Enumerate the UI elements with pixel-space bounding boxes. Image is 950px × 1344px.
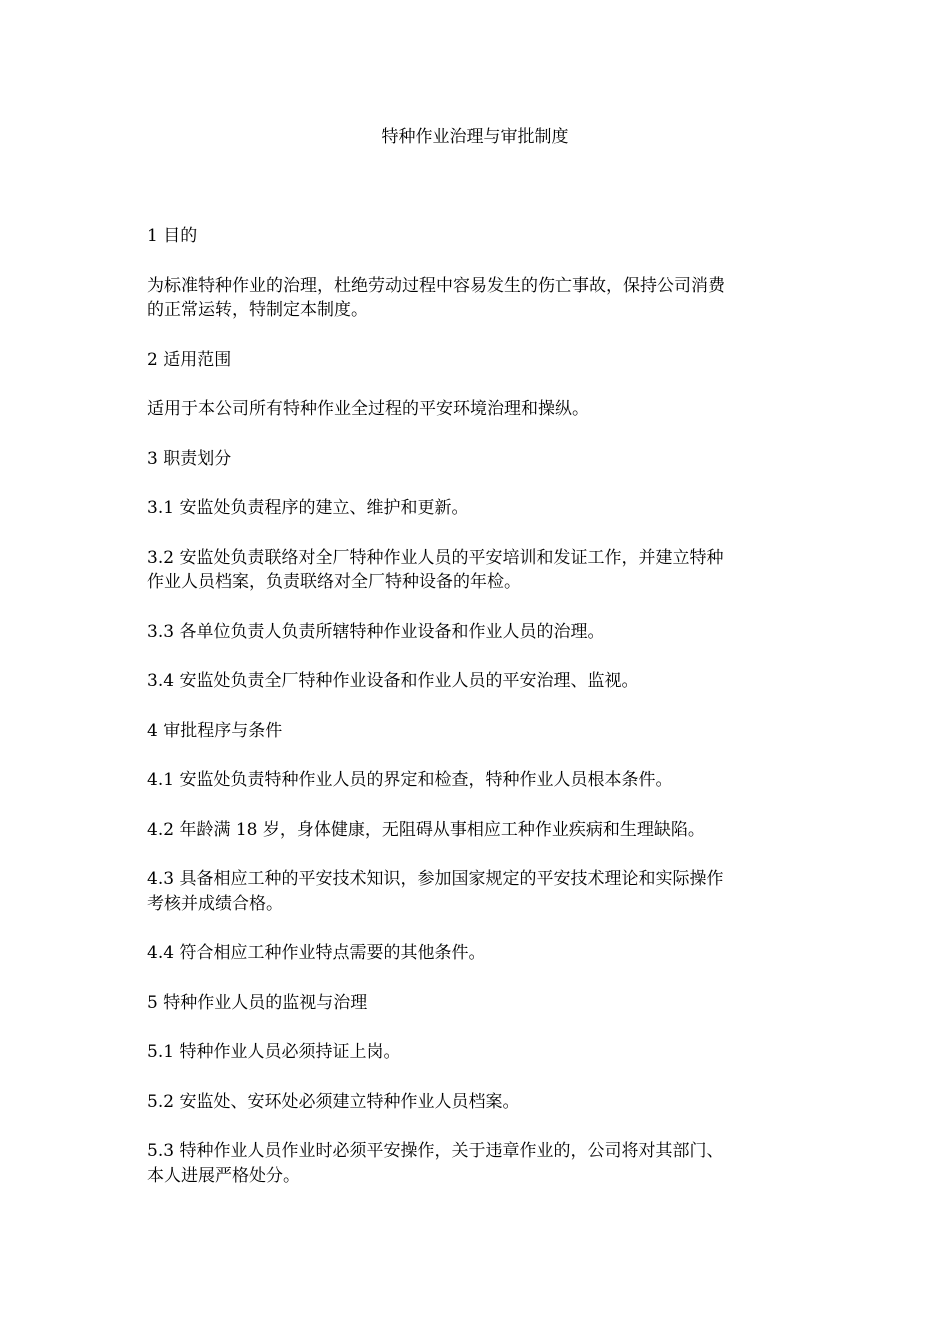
document-paragraph xyxy=(147,867,807,916)
paragraph-line: 3 职责划分 xyxy=(147,448,232,469)
document-paragraph xyxy=(147,546,807,595)
paragraph-line: 4.4 符合相应工种作业特点需要的其他条件。 xyxy=(147,943,486,963)
paragraph-line: 3.3 各单位负责人负责所辖特种作业设备和作业人员的治理。 xyxy=(147,621,605,642)
document-body xyxy=(147,224,807,1213)
document-paragraph xyxy=(147,620,807,645)
paragraph-line: 5.1 特种作业人员必须持证上岗。 xyxy=(147,1042,401,1062)
document-paragraph xyxy=(147,397,807,422)
document-paragraph xyxy=(147,1040,807,1065)
paragraph-line: 3.2 安监处负责联络对全厂特种作业人员的平安培训和发证工作，并建立特种 xyxy=(147,547,724,568)
document-paragraph xyxy=(147,1139,807,1188)
paragraph-line: 1 目的 xyxy=(147,226,198,246)
document-paragraph xyxy=(147,224,807,249)
document-paragraph xyxy=(147,274,807,323)
paragraph-line: 2 适用范围 xyxy=(147,349,232,370)
paragraph-line: 适用于本公司所有特种作业全过程的平安环境治理和操纵。 xyxy=(147,399,589,419)
document-paragraph xyxy=(147,1090,807,1115)
document-paragraph xyxy=(147,818,807,843)
paragraph-line: 5.2 安监处、安环处必须建立特种作业人员档案。 xyxy=(147,1091,520,1112)
document-paragraph xyxy=(147,447,807,472)
document-paragraph xyxy=(147,991,807,1016)
paragraph-line: 考核并成绩合格。 xyxy=(147,893,283,914)
paragraph-line: 5 特种作业人员的监视与治理 xyxy=(147,992,368,1013)
paragraph-line: 为标准特种作业的治理，杜绝劳动过程中容易发生的伤亡事故，保持公司消费 xyxy=(147,275,725,296)
paragraph-line: 5.3 特种作业人员作业时必须平安操作，关于违章作业的，公司将对其部门、 xyxy=(147,1141,724,1161)
document-paragraph xyxy=(147,348,807,373)
document-paragraph xyxy=(147,941,807,966)
paragraph-line: 作业人员档案，负责联络对全厂特种设备的年检。 xyxy=(147,572,521,592)
document-paragraph xyxy=(147,768,807,793)
paragraph-line: 的正常运转，特制定本制度。 xyxy=(147,300,368,320)
document-paragraph xyxy=(147,719,807,744)
paragraph-line: 4.2 年龄满 18 岁，身体健康，无阻碍从事相应工种作业疾病和生理缺陷。 xyxy=(147,819,705,840)
paragraph-line: 3.1 安监处负责程序的建立、维护和更新。 xyxy=(147,498,469,518)
paragraph-line: 4.1 安监处负责特种作业人员的界定和检查，特种作业人员根本条件。 xyxy=(147,770,673,790)
paragraph-line: 4 审批程序与条件 xyxy=(147,720,283,741)
document-paragraph xyxy=(147,496,807,521)
document-paragraph xyxy=(147,669,807,694)
document-title: 特种作业治理与审批制度 xyxy=(381,127,569,147)
paragraph-line: 3.4 安监处负责全厂特种作业设备和作业人员的平安治理、监视。 xyxy=(147,671,639,691)
paragraph-line: 4.3 具备相应工种的平安技术知识，参加国家规定的平安技术理论和实际操作 xyxy=(147,869,724,889)
paragraph-line: 本人进展严格处分。 xyxy=(147,1165,300,1186)
